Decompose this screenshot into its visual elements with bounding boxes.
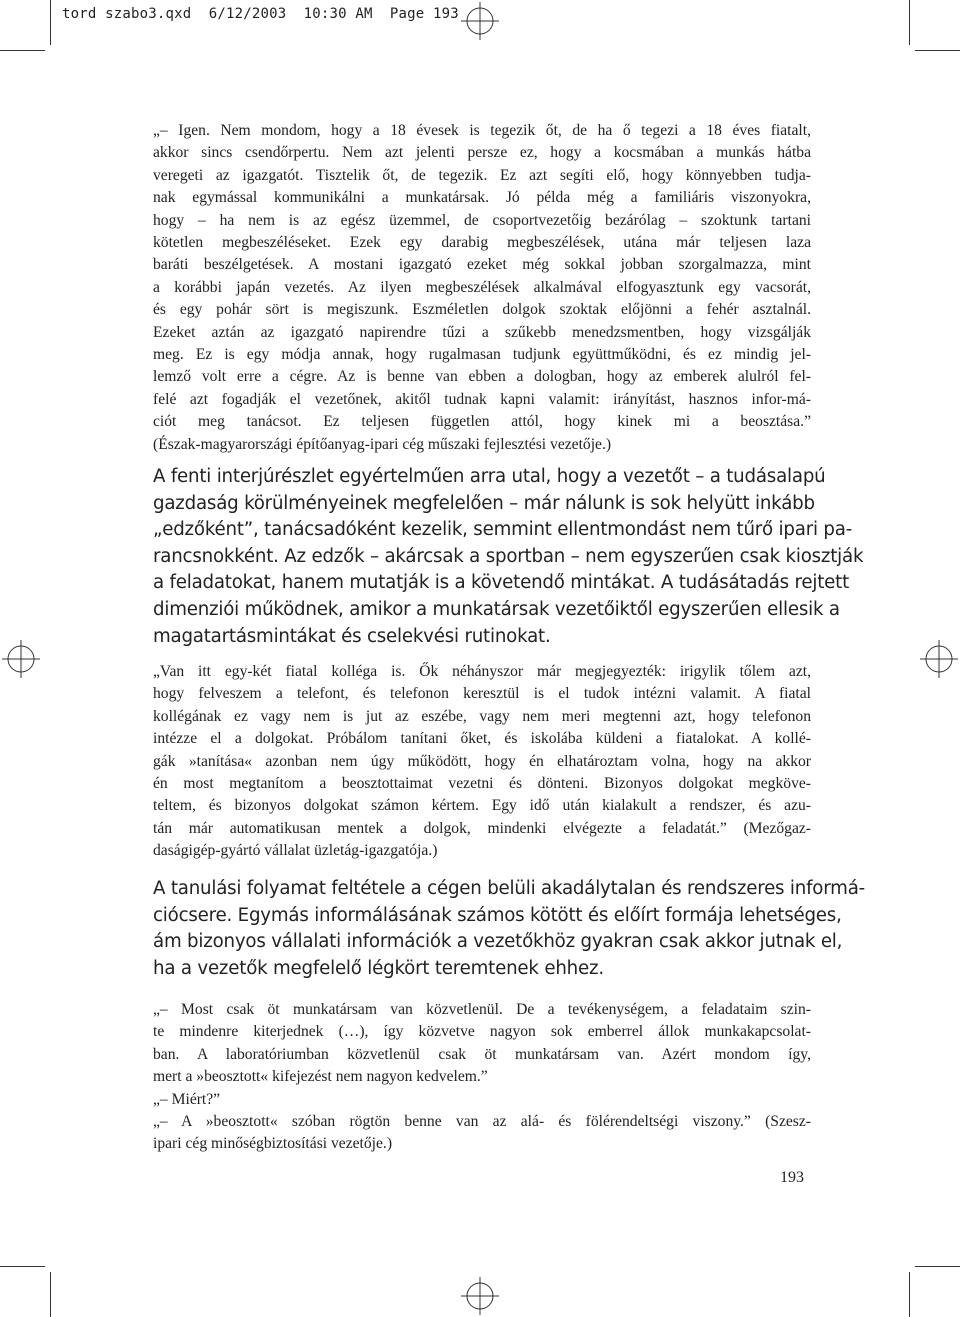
text-line: gák »tanítása« azonban nem úgy működött, hogy én elhatároztam volna, hogy na akkor bbox=[153, 752, 811, 770]
registration-mark-left-icon bbox=[2, 640, 40, 678]
interview-quote-2 bbox=[153, 661, 811, 863]
text-line: baráti beszélgetések. A mostani igazgató ezeket még sokkal jobban szorgalmazza, mint bbox=[153, 256, 811, 274]
text-line: magatartásmintákat és cselekvési rutinokat. bbox=[153, 625, 551, 647]
text-line: kötetlen megbeszéléseket. Ezek egy darabig megbeszélések, utána már teljesen laza bbox=[153, 234, 811, 252]
text-line: intézze el a dolgokat. Próbálom tanítani őket, és iskolába küldeni a fiatalokat. A kollé- bbox=[153, 730, 811, 748]
crop-mark-top-right bbox=[909, 0, 910, 45]
print-slug-line: tord szabo3.qxd 6/12/2003 10:30 AM Page 193 bbox=[62, 6, 459, 22]
crop-mark-top-left-h bbox=[0, 50, 45, 51]
text-line: ám bizonyos vállalati információk a vezetőkhöz gyakran csak akkor jutnak el, bbox=[153, 931, 843, 953]
page-number: 193 bbox=[780, 1169, 804, 1186]
registration-mark-top-icon bbox=[461, 2, 499, 40]
text-line: ban. A laboratóriumban közvetlenül csak öt munkatársam van. Azért mondom így, bbox=[153, 1045, 811, 1063]
crop-mark-bottom-left-h bbox=[0, 1266, 45, 1267]
text-line: hogy felveszem a telefont, és telefonon keresztül is el tudok intézni valamit. A fiatal bbox=[153, 685, 811, 703]
text-line: akkor sincs csendőrpertu. Nem azt jelenti persze ez, hogy a kocsmában a munkás hátba bbox=[153, 144, 811, 162]
text-line: rancsnokként. Az edzők – akárcsak a sportban – nem egyszerűen csak kiosztják bbox=[153, 545, 864, 567]
text-line: A fenti interjúrészlet egyértelműen arra utal, hogy a vezetőt – a tudásalapú bbox=[153, 466, 826, 487]
text-line: „edzőként”, tanácsadóként kezelik, semmint ellentmondást nem tűrő ipari pa- bbox=[153, 519, 853, 541]
text-line: nak egymással kommunikálni a munkatársak. Jó példa még a familiáris viszonyokra, bbox=[153, 189, 811, 207]
body-paragraph-1 bbox=[153, 464, 864, 650]
text-line: ipari cég minőségbiztosítási vezetője.) bbox=[153, 1135, 393, 1153]
registration-mark-right-icon bbox=[920, 640, 958, 678]
crop-mark-top-right-h bbox=[915, 50, 960, 51]
text-line: tán már automatikusan mentek a dolgok, mindenki elvégezte a feladatát.” (Mezőgaz- bbox=[153, 819, 811, 837]
text-line: mert a »beosztott« kifejezést nem nagyon kedvelem.” bbox=[153, 1068, 488, 1086]
text-line: „– Most csak öt munkatársam van közvetlenül. De a tevékenységem, a feladataim szin- bbox=[153, 1001, 811, 1018]
text-line: a feladatokat, hanem mutatják is a követendő mintákat. A tudásátadás rejtett bbox=[153, 572, 850, 594]
registration-mark-bottom-icon bbox=[461, 1277, 499, 1315]
text-line: veregeti az igazgatót. Tisztelik őt, de tegezik. Ez azt segíti elő, hogy könnyebben tudja- bbox=[153, 166, 811, 184]
text-line: ciócsere. Egymás informálásának számos kötött és előírt formája lehetséges, bbox=[153, 904, 842, 926]
crop-mark-top-left bbox=[50, 0, 51, 45]
crop-mark-bottom-left bbox=[50, 1272, 51, 1317]
text-line: kollégának ez vagy nem is jut az eszébe, vagy nem meri megtenni azt, hogy telefonon bbox=[153, 707, 811, 725]
text-line: teltem, és bizonyos dolgokat számon kértem. Egy idő után kialakult a rendszer, és azu- bbox=[153, 797, 811, 815]
text-line: és egy pohár sört is megiszunk. Eszméletlen dolgok szoktak előjönni a fehér asztalnál. bbox=[153, 301, 811, 319]
text-line: Ezeket aztán az igazgató napirendre tűzi a szűkebb menedzsmentben, hogy vizsgálják bbox=[153, 323, 811, 341]
text-line: „– Igen. Nem mondom, hogy a 18 évesek is tegezik őt, de ha ő tegezi a 18 éves fiatalt, bbox=[153, 122, 811, 139]
text-line: A tanulási folyamat feltétele a cégen belüli akadálytalan és rendszeres informá- bbox=[153, 878, 866, 899]
interview-quote-1 bbox=[153, 120, 811, 456]
crop-mark-bottom-right-h bbox=[915, 1266, 960, 1267]
text-line: én most megtanítom a beosztottaimat vezetni és dönteni. Bizonyos dolgokat megköve- bbox=[153, 775, 811, 793]
body-paragraph-2 bbox=[153, 876, 866, 982]
crop-mark-bottom-right bbox=[909, 1272, 910, 1317]
text-line: „Van itt egy-két fiatal kolléga is. Ők néhányszor már megjegyezték: irigylik tőlem azt, bbox=[153, 663, 811, 680]
text-line: te mindenre kiterjednek (…), így közvetve nagyon sok emberrel állok munkakapcsolat- bbox=[153, 1023, 811, 1041]
text-line: (Észak-magyarországi építőanyag-ipari cég műszaki fejlesztési vezetője.) bbox=[153, 435, 612, 453]
text-line: hogy – ha nem is az egész üzemmel, de csoportvezetőig bezárólag – szoktunk tartani bbox=[153, 211, 811, 229]
text-line: a korábbi japán vezetés. Az ilyen megbeszélések alkalmával elfogyasztunk egy vacsorát, bbox=[153, 278, 811, 296]
interview-quote-3 bbox=[153, 999, 811, 1156]
text-line: „– Miért?” bbox=[153, 1090, 221, 1108]
text-line: lemző volt erre a cégre. Az is benne van ebben a dologban, hogy az emberek alulról fel- bbox=[153, 368, 811, 386]
text-line: „– A »beosztott« szóban rögtön benne van az alá- és fölérendeltségi viszony.” (Szesz- bbox=[153, 1113, 811, 1131]
text-line: felé azt fogadják el vezetőnek, akitől tudnak kapni valamit: irányítást, hasznos infor-má- bbox=[153, 390, 811, 408]
text-line: daságigép-gyártó vállalat üzletág-igazgatója.) bbox=[153, 842, 438, 860]
text-line: ha a vezetők megfelelő légkört teremtenek ehhez. bbox=[153, 957, 604, 979]
text-line: gazdaság körülményeinek megfelelően – már nálunk is sok helyütt inkább bbox=[153, 492, 815, 514]
text-line: dimenziói működnek, amikor a munkatársak vezetőiktől egyszerűen ellesik a bbox=[153, 598, 840, 620]
text-line: ciót meg tanácsot. Ez teljesen független attól, hogy kinek mi a beosztása.” bbox=[153, 413, 811, 431]
text-line: meg. Ez is egy módja annak, hogy rugalmasan tudjunk együttműködni, és ez mindig jel- bbox=[153, 346, 811, 364]
